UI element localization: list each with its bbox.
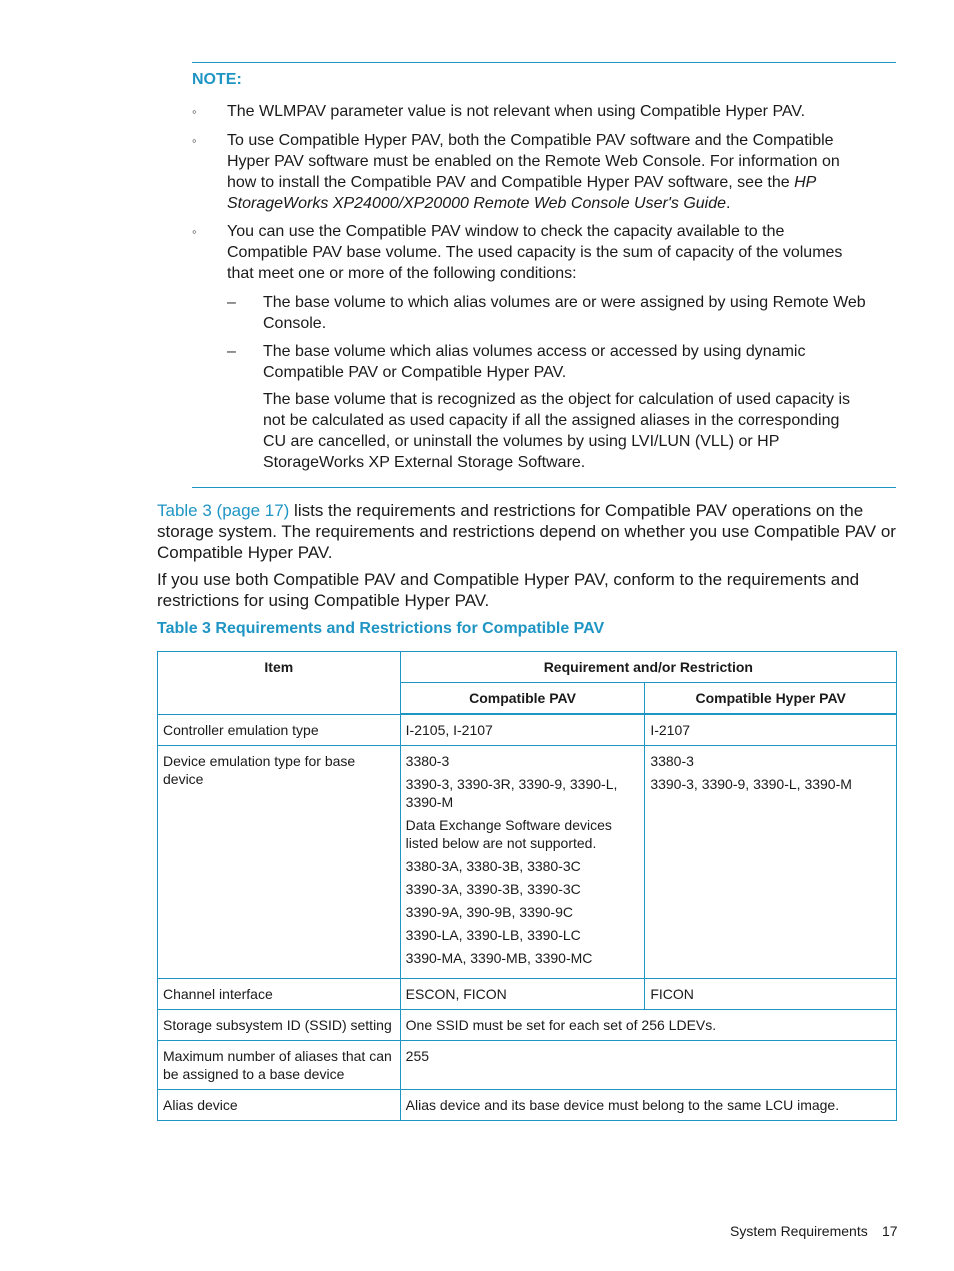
cell-line: 3390-LA, 3390-LB, 3390-LC (405, 927, 581, 943)
cell-line: 3390-3A, 3390-3B, 3390-3C (405, 881, 581, 897)
row-item: Controller emulation type (158, 714, 401, 746)
cell-line: 3380-3 (650, 753, 694, 769)
note-box: NOTE: ◦ The WLMPAV parameter value is not relevant when using Compatible Hyper PAV. ◦ To use Compatible Hyper PAV, both the Compatible PAV software and the Compatible Hyper PAV software must be enabled on the Remote Web Console. For information on how to install the Compatible PAV and Compatible Hyper PAV software, see the HP StorageWorks XP24000/XP20000 Remote Web Console User's Guide. ◦ You can use the Compatible PAV window to check the capacity available to the Compatible PAV base volume. The used capacity is the sum of capacity of the volumes that meet one or more of the following conditions: – The base volume to which alias volumes are or were assigned by using Remote Web Console. – The base volume which alias volumes access or accessed by using dynamic Compatible PAV or Compatible Hyper PAV. The base volume that is recognized as the object for calculation of used capacity is not be calculated as used capacity if all the assigned aliases in the corresponding CU are cancelled, or uninstall the volumes by using LVI/LUN (VLL) or HP StorageWorks XP External Storage Software. (192, 62, 896, 488)
row-both: 255 (400, 1041, 896, 1090)
table-title: Table 3 Requirements and Restrictions for Compatible PAV (157, 620, 605, 637)
bullet-marker: ◦ (192, 224, 197, 239)
row-cpav (400, 746, 645, 979)
row-item: Device emulation type for base device (158, 746, 401, 979)
row-cpav: ESCON, FICON (400, 979, 645, 1010)
footer-section: System Requirements (730, 1223, 868, 1239)
row-item: Storage subsystem ID (SSID) setting (158, 1010, 401, 1041)
row-chpav: I-2107 (645, 714, 897, 746)
paragraph-1-line-3: Compatible Hyper PAV. (157, 543, 333, 562)
row-both: Alias device and its base device must belong to the same LCU image. (400, 1090, 896, 1121)
dash-marker: – (227, 294, 236, 311)
note-title: NOTE: (192, 71, 242, 88)
cell-line: 3390-9A, 390-9B, 3390-9C (405, 904, 573, 920)
row-item: Maximum number of aliases that can be assigned to a base device (158, 1041, 401, 1090)
bullet-marker: ◦ (192, 104, 197, 119)
table-3-link[interactable]: Table 3 (page 17) (157, 501, 290, 520)
row-cpav: I-2105, I-2107 (400, 714, 645, 746)
header-requirement: Requirement and/or Restriction (400, 652, 896, 683)
cell-line: 3390-MA, 3390-MB, 3390-MC (405, 950, 593, 966)
row-item: Alias device (158, 1090, 401, 1121)
table-row (158, 714, 897, 746)
table-row (158, 746, 897, 979)
paragraph-1-line-1: Table 3 (page 17) lists the requirements and restrictions for Compatible PAV operations on the (157, 501, 864, 520)
row-both: One SSID must be set for each set of 256 LDEVs. (400, 1010, 896, 1041)
table-row (158, 1090, 897, 1121)
paragraph-2-line-1: If you use both Compatible PAV and Compatible Hyper PAV, conform to the requirements and (157, 570, 860, 589)
header-compatible-pav: Compatible PAV (400, 683, 645, 715)
cell-line: 3390-3, 3390-9, 3390-L, 3390-M (650, 776, 852, 792)
table-row (158, 1041, 897, 1090)
table-row (158, 1010, 897, 1041)
row-chpav (645, 746, 897, 979)
paragraph-1-line-2: storage system. The requirements and restrictions depend on whether you use Compatible PAV or (157, 522, 896, 541)
cell-line: 3390-3, 3390-3R, 3390-9, 3390-L, 3390-M (405, 776, 618, 810)
header-item: Item (158, 652, 401, 715)
bullet-marker: ◦ (192, 133, 197, 148)
paragraph-2-line-2: restrictions for using Compatible Hyper PAV. (157, 591, 490, 610)
requirements-table (157, 651, 897, 1121)
row-item: Channel interface (158, 979, 401, 1010)
header-compatible-hyper-pav: Compatible Hyper PAV (645, 683, 897, 715)
table-row (158, 979, 897, 1010)
cell-line: 3380-3 (405, 753, 450, 769)
row-chpav: FICON (645, 979, 897, 1010)
footer-page-number: 17 (882, 1223, 898, 1239)
cell-line: 3380-3A, 3380-3B, 3380-3C (405, 858, 581, 874)
cell-line: Data Exchange Software devices listed below are not supported. (405, 817, 612, 851)
dash-marker: – (227, 343, 236, 360)
